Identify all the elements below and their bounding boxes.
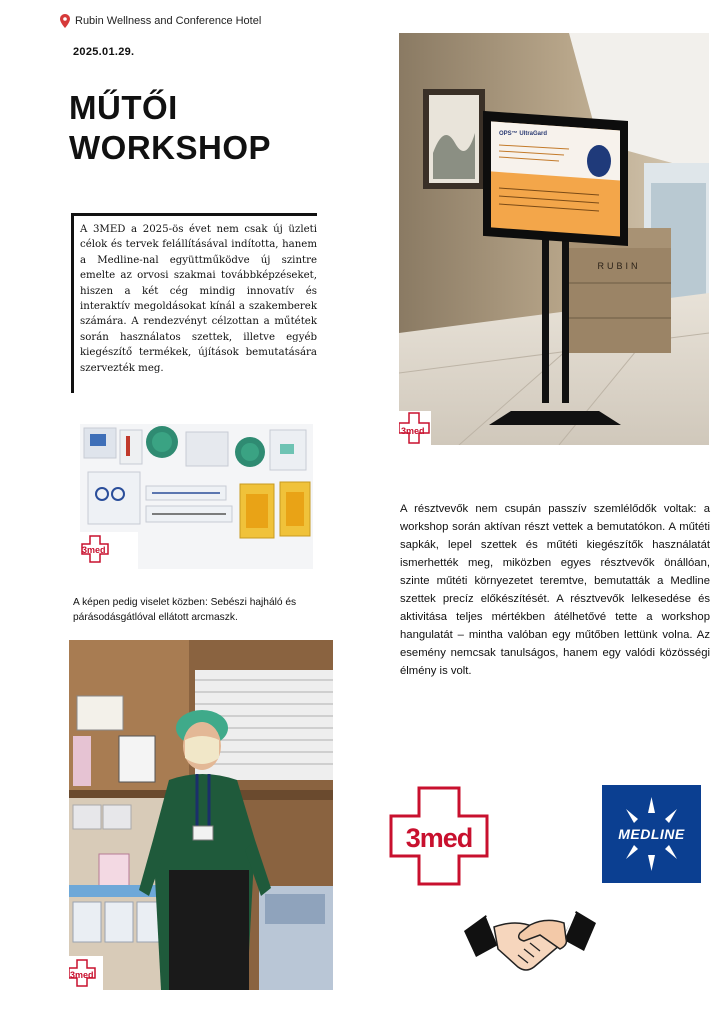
3med-logo-text: 3med xyxy=(405,823,473,853)
event-date: 2025.01.29. xyxy=(73,46,135,58)
monitor-title-text: OPS™ UltraGard xyxy=(499,131,548,137)
handshake-icon xyxy=(464,905,596,977)
photo-lobby-monitor xyxy=(399,33,709,445)
title-line-1: MŰTŐI xyxy=(69,89,178,126)
3med-cross-icon xyxy=(389,786,489,886)
photo-participant xyxy=(69,640,333,990)
location-line xyxy=(60,14,261,28)
location-text: Rubin Wellness and Conference Hotel xyxy=(75,15,262,27)
photo-caption: A képen pedig viselet közben: Sebészi hajháló és párásodásgátlóval ellátott arcmaszk. xyxy=(73,597,297,623)
medline-logo-text: MEDLINE xyxy=(618,826,685,842)
reception-sign-text: RUBIN xyxy=(597,261,641,271)
logo-medline xyxy=(602,785,701,883)
intro-paragraph: A 3MED a 2025-ös évet nem csak új üzleti célok és tervek felállításával indította, hanem a Medline-nal együttműködve új szintre emelte az orvosi szakmai továbbképzéseket, hiszen a két cég mindig innovatív és interaktív megoldásokat kínál a szakemberek számára. A rendezvényt célzottan a műtétek során használatos szettek, illetve egyéb kiegészítő termékek, újítások bemutatására szervezték meg. xyxy=(80,224,317,374)
photo1-logo-text: 3med xyxy=(401,426,425,436)
body-paragraph: A résztvevők nem csupán passzív szemlélődők voltak: a workshop során aktívan részt vettek a bemutatókon. A műtéti sapkák, lepel szettek és műtéti kiegészítők használatát ismerhették meg, miközben egyes résztvevők önállóan, szinte műtéti környezetet teremtve, bemutatták a Medline szettek precíz előkészítését. A résztvevők lelkesedése és aktivitása teljes mértékben átélhetővé tette a workshop hangulatát – mintha valóban egy műtőben lettünk volna. Az esemény nemcsak tanulságos, hanem egy valódi közösségi élmény is volt. xyxy=(400,503,710,677)
intro-box xyxy=(71,213,317,393)
kits-scene xyxy=(80,424,313,569)
photo3-logo-text: 3med xyxy=(70,970,94,980)
title-line-2: WORKSHOP xyxy=(69,129,271,166)
handshake-illustration xyxy=(464,905,596,977)
participant-scene xyxy=(69,640,333,990)
page-title xyxy=(69,88,271,168)
logo-3med xyxy=(389,786,489,886)
photo2-logo-text: 3med xyxy=(82,545,106,555)
lobby-scene xyxy=(399,33,709,445)
photo-surgical-kits xyxy=(80,424,313,569)
location-pin-icon xyxy=(60,14,70,28)
